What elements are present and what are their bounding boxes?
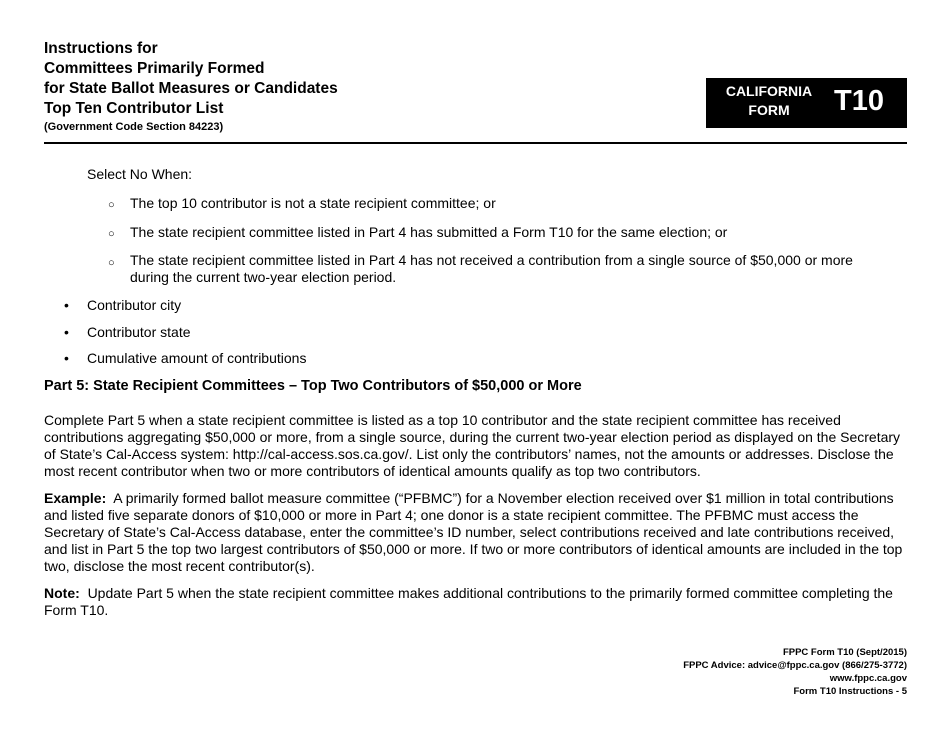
form-number: T10 bbox=[834, 85, 884, 117]
header-divider bbox=[44, 142, 907, 144]
circle-bullet-icon: ○ bbox=[108, 228, 115, 240]
note-label: Note: bbox=[44, 585, 80, 601]
form-label-line2: FORM bbox=[748, 102, 790, 118]
bullet-icon: • bbox=[64, 297, 69, 313]
page-title bbox=[44, 39, 338, 119]
list-item: Contributor city bbox=[87, 297, 182, 313]
title-line: Top Ten Contributor List bbox=[44, 100, 224, 117]
footer-line: Form T10 Instructions - 5 bbox=[793, 686, 907, 697]
footer-line: FPPC Advice: advice@fppc.ca.gov (866/275-3772) bbox=[683, 660, 907, 671]
note-paragraph bbox=[44, 585, 914, 619]
note-text: Update Part 5 when the state recipient committee makes additional contributions to the primarily formed committee completing the Form T10. bbox=[44, 585, 893, 618]
title-line: Instructions for bbox=[44, 40, 158, 57]
form-label-line1: CALIFORNIA bbox=[725, 83, 813, 99]
title-line: Committees Primarily Formed bbox=[44, 60, 265, 77]
bullet-icon: • bbox=[64, 350, 69, 366]
list-item: The top 10 contributor is not a state recipient committee; or bbox=[130, 195, 496, 211]
list-item: Cumulative amount of contributions bbox=[87, 350, 307, 366]
select-no-heading: Select No When: bbox=[87, 166, 193, 182]
footer-line: FPPC Form T10 (Sept/2015) bbox=[782, 647, 907, 658]
list-item: The state recipient committee listed in Part 4 has not received a contribution from a single source of $50,000 or more during the current two-year election period. bbox=[130, 252, 853, 285]
circle-bullet-icon: ○ bbox=[108, 257, 115, 269]
example-label: Example: bbox=[44, 490, 107, 506]
section-heading: Part 5: State Recipient Committees – Top Two Contributors of $50,000 or More bbox=[44, 378, 582, 394]
title-line: for State Ballot Measures or Candidates bbox=[44, 80, 338, 97]
circle-bullet-icon: ○ bbox=[108, 199, 115, 211]
example-paragraph bbox=[44, 490, 914, 575]
form-label bbox=[706, 82, 832, 120]
form-badge bbox=[706, 78, 907, 128]
code-section: (Government Code Section 84223) bbox=[44, 121, 224, 133]
list-item: Contributor state bbox=[87, 324, 191, 340]
example-text: A primarily formed ballot measure committee (“PFBMC”) for a November election received over $1 million in total contributions and listed five separate donors of $10,000 or more in Part 4; one donor is a state recipient committee. The PFBMC must access the Secretary of State’s Cal-Access database, enter the committee’s ID number, select contributions received and late contributions received, and list in Part 5 the top two largest contributors of $50,000 or more. If two or more contributors of identical amounts are included in the top two, disclose the most recent contributor(s). bbox=[44, 490, 903, 574]
part5-paragraph: Complete Part 5 when a state recipient committee is listed as a top 10 contributor and the state recipient committee has received contributions aggregating $50,000 or more, from a single source, during the current two-year election period as displayed on the Secretary of State’s Cal-Access system: http://cal-access.sos.ca.gov/. List only the contributors’ names, not the amounts or addresses. Disclose the most recent contributor when two or more contributors of identical amounts qualify as top two contributors. bbox=[44, 412, 901, 479]
footer-line: www.fppc.ca.gov bbox=[829, 673, 907, 684]
page-footer bbox=[683, 646, 907, 698]
bullet-icon: • bbox=[64, 324, 69, 340]
list-item: The state recipient committee listed in Part 4 has submitted a Form T10 for the same election; or bbox=[130, 224, 728, 240]
